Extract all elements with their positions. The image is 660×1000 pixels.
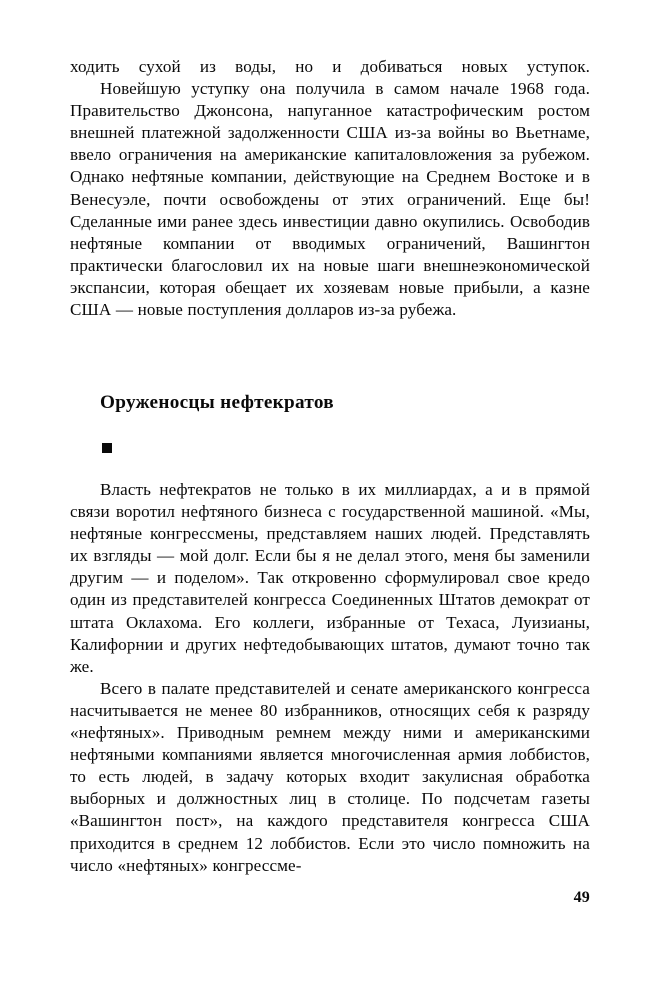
section-heading: Оруженосцы нефтекратов <box>100 392 334 413</box>
paragraph: Власть нефтекратов не только в их миллиардах, а и в прямой связи воротил нефтяного бизнеса с государственной машиной. «Мы, нефтяные конгрессмены, представляем наших людей. Представлять их взгляды — мой долг. Если бы я не делал этого, меня бы заменили другим — и поделом». Так откровенно сформулировал свое кредо один из представителей конгресса Соединенных Штатов демократ от штата Оклахома. Его коллеги, избранные от Техаса, Луизианы, Калифорнии и других нефтедобывающих штатов, думают точно так же. <box>70 480 590 676</box>
page-number: 49 <box>573 889 590 906</box>
text-block-bottom <box>70 479 590 877</box>
text-block-top <box>70 56 590 321</box>
paragraph-continuation: ходить сухой из воды, но и добиваться новых уступок. <box>70 57 590 76</box>
paragraph: Новейшую уступку она получила в самом начале 1968 года. Правительство Джонсона, напуганное катастрофическим ростом внешней платежной задолженности США из-за войны во Вьетнаме, ввело ограничения на американские капиталовложения за рубежом. Однако нефтяные компании, действующие на Среднем Востоке и в Венесуэле, почти освобождены от этих ограничений. Еще бы! Сделанные ими ранее здесь инвестиции давно окупились. Освободив нефтяные компании от вводимых ограничений, Вашингтон практически благословил их на новые шаги внешнеэкономической экспансии, которая обещает их хозяевам новые прибыли, а казне США — новые поступления долларов из-за рубежа. <box>70 79 590 320</box>
paragraph: Всего в палате представителей и сенате американского конгресса насчитывается не менее 80 избранников, относящих себя к разряду «нефтяных». Приводным ремнем между ними и американскими нефтяными компаниями является многочисленная армия лоббистов, то есть людей, в задачу которых входит закулисная обработка выборных и должностных лиц в столице. По подсчетам газеты «Вашингтон пост», на каждого представителя конгресса США приходится в среднем 12 лоббистов. Если это число помножить на число «нефтяных» конгрессме- <box>70 678 590 875</box>
square-ornament-icon <box>102 443 112 453</box>
